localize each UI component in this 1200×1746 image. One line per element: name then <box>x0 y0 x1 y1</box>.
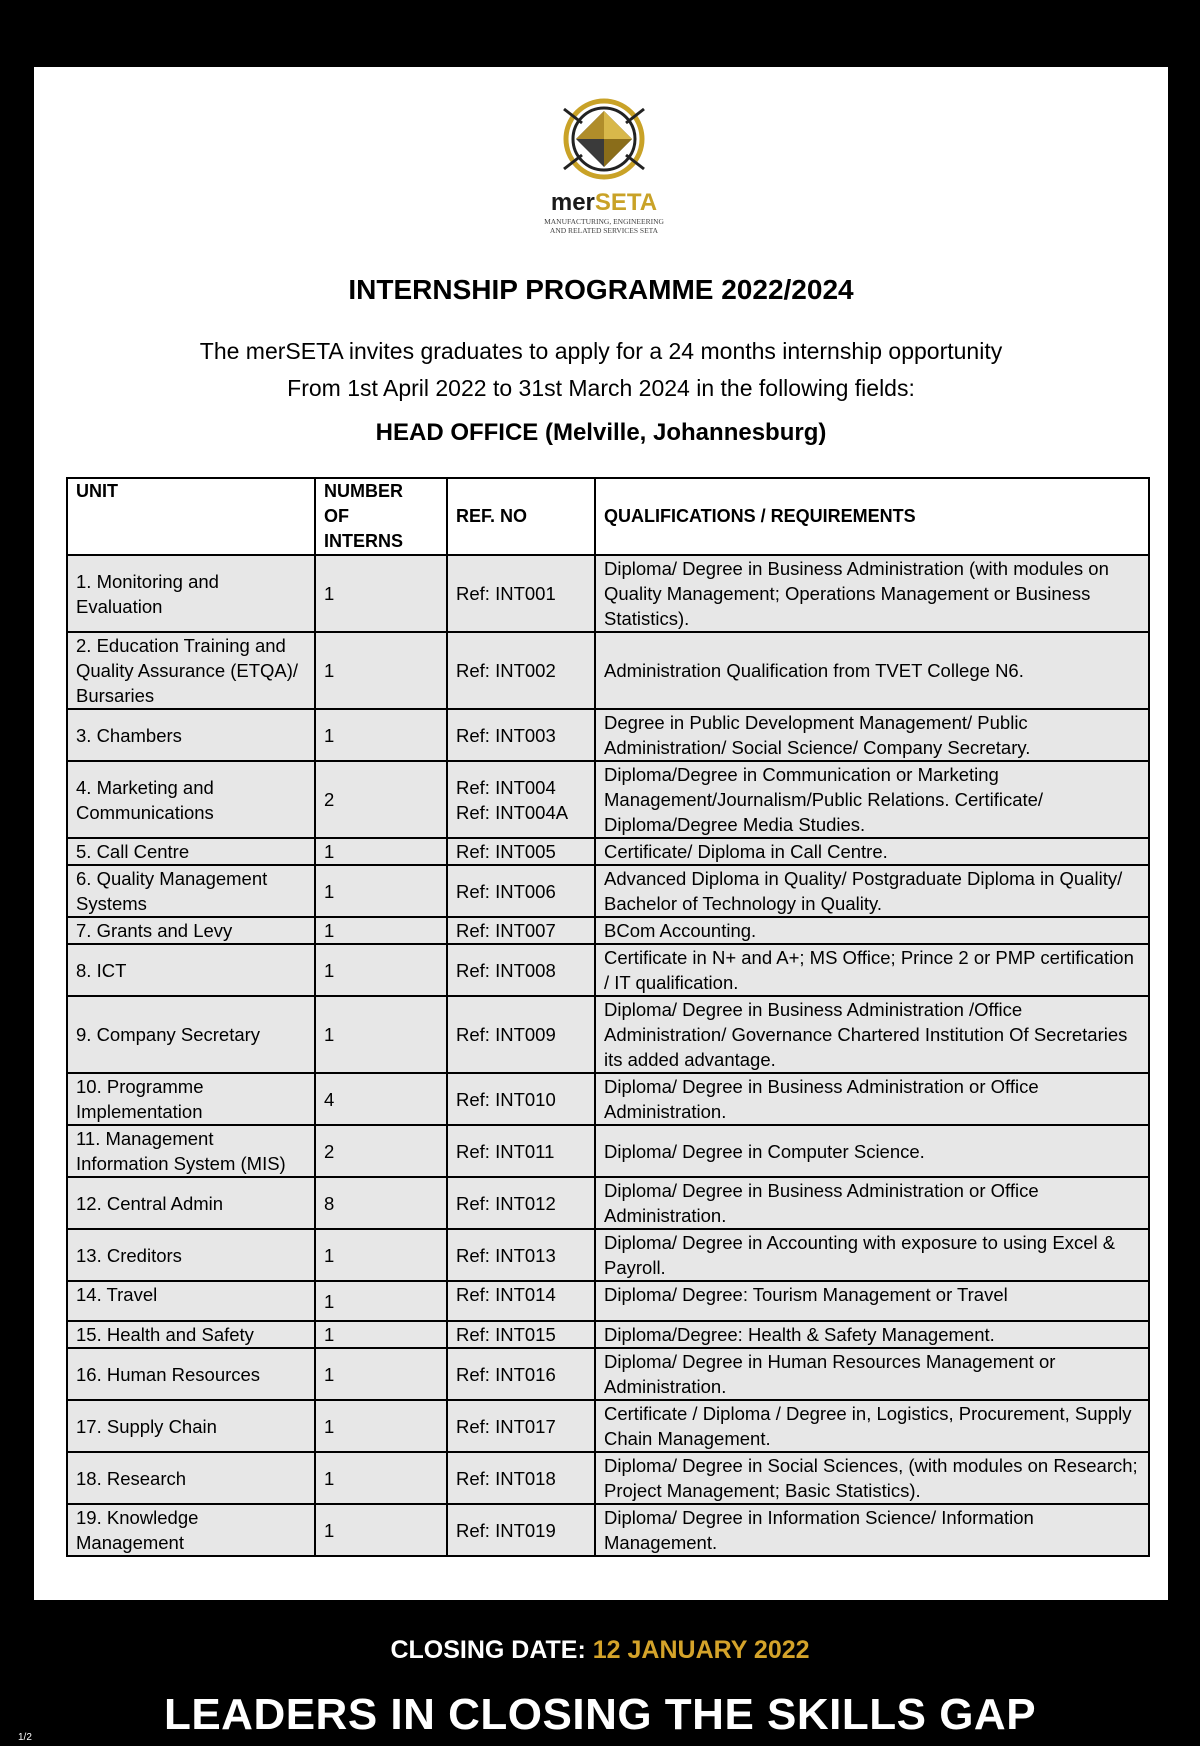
table-row <box>67 865 1149 917</box>
cell-unit: 19. Knowledge Management <box>67 1504 315 1556</box>
cell-qualifications: Administration Qualification from TVET College N6. <box>595 632 1149 709</box>
cell-qualifications: Diploma/ Degree in Human Resources Management or Administration. <box>595 1348 1149 1400</box>
cell-number: 1 <box>315 1452 447 1504</box>
cell-ref: Ref: INT019 <box>447 1504 595 1556</box>
cell-number: 1 <box>315 1400 447 1452</box>
internship-table <box>66 477 1150 1557</box>
cell-qualifications: Certificate/ Diploma in Call Centre. <box>595 838 1149 865</box>
merseta-emblem-icon <box>524 91 684 241</box>
cell-number: 1 <box>315 1229 447 1281</box>
cell-unit: 10. Programme Implementation <box>67 1073 315 1125</box>
cell-qualifications: Diploma/ Degree in Business Administration or Office Administration. <box>595 1177 1149 1229</box>
cell-unit: 18. Research <box>67 1452 315 1504</box>
tagline: LEADERS IN CLOSING THE SKILLS GAP <box>163 1690 1037 1739</box>
logo-tagline-line1: MANUFACTURING, ENGINEERING <box>544 217 664 226</box>
cell-qualifications: Certificate in N+ and A+; MS Office; Prince 2 or PMP certification / IT qualification. <box>595 944 1149 996</box>
cell-unit: 2. Education Training and Quality Assurance (ETQA)/ Bursaries <box>67 632 315 709</box>
logo-brand-suffix: SETA <box>594 189 658 216</box>
page-number: 1/2 <box>18 1732 32 1743</box>
cell-unit: 13. Creditors <box>67 1229 315 1281</box>
cell-number: 1 <box>315 865 447 917</box>
cell-number: 1 <box>315 944 447 996</box>
cell-number: 1 <box>315 996 447 1073</box>
cell-ref: Ref: INT016 <box>447 1348 595 1400</box>
table-row <box>67 838 1149 865</box>
cell-number: 1 <box>315 1281 447 1321</box>
cell-ref: Ref: INT015 <box>447 1321 595 1348</box>
cell-unit: 11. Management Information System (MIS) <box>67 1125 315 1177</box>
closing-date <box>0 1636 1200 1665</box>
table-row <box>67 709 1149 761</box>
cell-qualifications: Certificate / Diploma / Degree in, Logistics, Procurement, Supply Chain Management. <box>595 1400 1149 1452</box>
cell-unit: 12. Central Admin <box>67 1177 315 1229</box>
cell-ref: Ref: INT002 <box>447 632 595 709</box>
cell-unit: 17. Supply Chain <box>67 1400 315 1452</box>
closing-date-label: CLOSING DATE: <box>390 1636 586 1664</box>
intro-text <box>34 333 1168 407</box>
cell-number: 1 <box>315 1504 447 1556</box>
cell-qualifications: Diploma/ Degree: Tourism Management or Travel <box>595 1281 1149 1321</box>
cell-ref: Ref: INT005 <box>447 838 595 865</box>
cell-unit: 7. Grants and Levy <box>67 917 315 944</box>
cell-qualifications: Diploma/ Degree in Business Administration or Office Administration. <box>595 1073 1149 1125</box>
cell-ref: Ref: INT013 <box>447 1229 595 1281</box>
cell-ref: Ref: INT001 <box>447 555 595 632</box>
table-row <box>67 1125 1149 1177</box>
table-row <box>67 1400 1149 1452</box>
cell-number: 1 <box>315 1321 447 1348</box>
table-body <box>67 555 1149 1556</box>
cell-qualifications: Diploma/ Degree in Accounting with exposure to using Excel & Payroll. <box>595 1229 1149 1281</box>
cell-qualifications: Diploma/Degree in Communication or Marketing Management/Journalism/Public Relations. Certificate/ Diploma/Degree Media Studies. <box>595 761 1149 838</box>
cell-ref: Ref: INT008 <box>447 944 595 996</box>
cell-unit: 3. Chambers <box>67 709 315 761</box>
cell-number: 2 <box>315 761 447 838</box>
cell-qualifications: Diploma/ Degree in Computer Science. <box>595 1125 1149 1177</box>
table-row <box>67 555 1149 632</box>
cell-qualifications: Diploma/ Degree in Social Sciences, (with modules on Research; Project Management; Basic Statistics). <box>595 1452 1149 1504</box>
cell-number: 4 <box>315 1073 447 1125</box>
cell-qualifications: Diploma/ Degree in Information Science/ Information Management. <box>595 1504 1149 1556</box>
header-number: NUMBER OF INTERNS <box>315 478 447 555</box>
cell-number: 8 <box>315 1177 447 1229</box>
table-row <box>67 996 1149 1073</box>
cell-qualifications: BCom Accounting. <box>595 917 1149 944</box>
cell-number: 1 <box>315 709 447 761</box>
cell-qualifications: Degree in Public Development Management/ Public Administration/ Social Science/ Company Secretary. <box>595 709 1149 761</box>
table-row <box>67 1281 1149 1321</box>
cell-qualifications: Diploma/ Degree in Business Administration (with modules on Quality Management; Operations Management or Business Statistics). <box>595 555 1149 632</box>
table-header-row <box>67 478 1149 555</box>
cell-ref: Ref: INT014 <box>447 1281 595 1321</box>
cell-ref: Ref: INT009 <box>447 996 595 1073</box>
intro-line-2: From 1st April 2022 to 31st March 2024 in the following fields: <box>287 375 915 401</box>
logo-tagline-line2: AND RELATED SERVICES SETA <box>549 226 659 235</box>
cell-unit: 16. Human Resources <box>67 1348 315 1400</box>
cell-unit: 1. Monitoring and Evaluation <box>67 555 315 632</box>
header-unit: UNIT <box>67 478 315 555</box>
cell-number: 1 <box>315 1348 447 1400</box>
cell-qualifications: Diploma/Degree: Health & Safety Management. <box>595 1321 1149 1348</box>
cell-ref: Ref: INT003 <box>447 709 595 761</box>
cell-ref: Ref: INT006 <box>447 865 595 917</box>
table-row <box>67 761 1149 838</box>
table-row <box>67 1452 1149 1504</box>
cell-ref: Ref: INT012 <box>447 1177 595 1229</box>
cell-unit: 9. Company Secretary <box>67 996 315 1073</box>
cell-ref: Ref: INT017 <box>447 1400 595 1452</box>
table-row <box>67 632 1149 709</box>
header-qualifications: QUALIFICATIONS / REQUIREMENTS <box>595 478 1149 555</box>
merseta-logo <box>524 91 684 241</box>
table-row <box>67 1348 1149 1400</box>
table-row <box>67 944 1149 996</box>
closing-date-value: 12 JANUARY 2022 <box>592 1636 810 1664</box>
cell-number: 1 <box>315 632 447 709</box>
cell-ref: Ref: INT010 <box>447 1073 595 1125</box>
table-row <box>67 1321 1149 1348</box>
cell-number: 1 <box>315 838 447 865</box>
cell-ref: Ref: INT007 <box>447 917 595 944</box>
cell-unit: 4. Marketing and Communications <box>67 761 315 838</box>
table-row <box>67 1177 1149 1229</box>
table-row <box>67 1504 1149 1556</box>
cell-number: 1 <box>315 555 447 632</box>
svg-text:merSETA <box>551 189 657 216</box>
cell-number: 2 <box>315 1125 447 1177</box>
cell-qualifications: Diploma/ Degree in Business Administration /Office Administration/ Governance Chartered Institution Of Secretaries its added advantage. <box>595 996 1149 1073</box>
logo-brand-prefix: mer <box>550 189 595 216</box>
cell-unit: 6. Quality Management Systems <box>67 865 315 917</box>
office-heading: HEAD OFFICE (Melville, Johannesburg) <box>375 419 827 446</box>
table-row <box>67 917 1149 944</box>
table-row <box>67 1229 1149 1281</box>
intro-line-1: The merSETA invites graduates to apply for a 24 months internship opportunity <box>199 338 1003 364</box>
cell-ref: Ref: INT018 <box>447 1452 595 1504</box>
cell-ref: Ref: INT004 Ref: INT004A <box>447 761 595 838</box>
poster-sheet <box>34 67 1168 1600</box>
cell-number: 1 <box>315 917 447 944</box>
table-row <box>67 1073 1149 1125</box>
cell-unit: 8. ICT <box>67 944 315 996</box>
cell-unit: 15. Health and Safety <box>67 1321 315 1348</box>
page-title: INTERNSHIP PROGRAMME 2022/2024 <box>348 274 854 305</box>
cell-qualifications: Advanced Diploma in Quality/ Postgraduate Diploma in Quality/ Bachelor of Technology in Quality. <box>595 865 1149 917</box>
cell-unit: 5. Call Centre <box>67 838 315 865</box>
cell-unit: 14. Travel <box>67 1281 315 1321</box>
header-ref: REF. NO <box>447 478 595 555</box>
cell-ref: Ref: INT011 <box>447 1125 595 1177</box>
